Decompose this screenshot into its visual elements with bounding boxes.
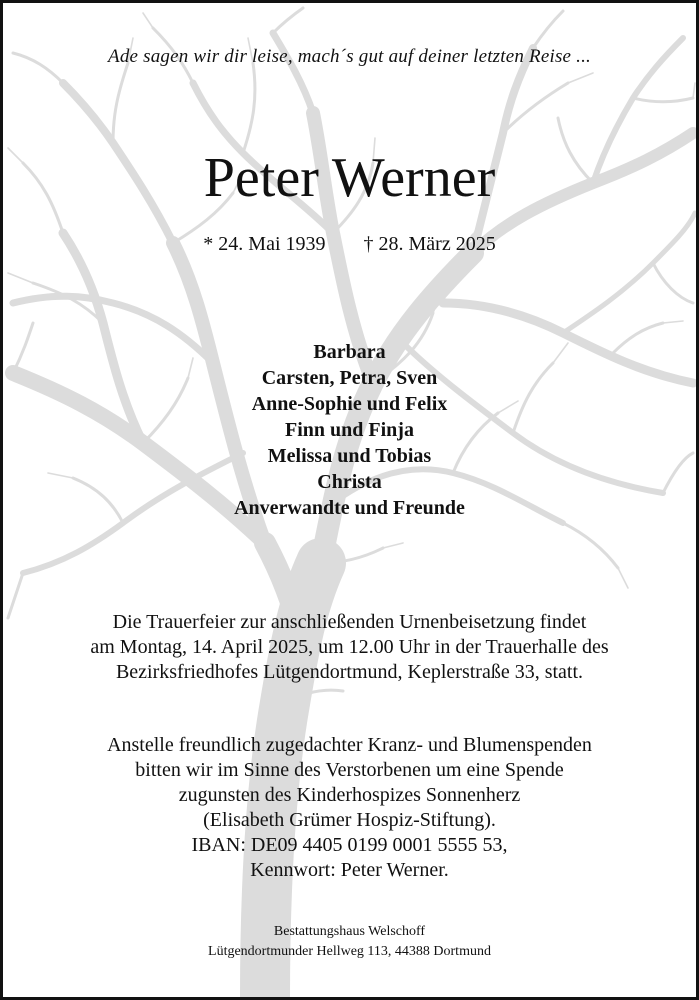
mourner-item: Carsten, Petra, Sven [261, 367, 438, 389]
donation-line: Anstelle freundlich zugedachter Kranz- und Blumenspenden [107, 734, 592, 756]
life-dates [3, 231, 696, 257]
deceased-name: Peter Werner [203, 147, 496, 209]
ceremony-line: Die Trauerfeier zur anschließenden Urnenbeisetzung findet [112, 611, 587, 633]
mourners-list [3, 339, 696, 521]
ceremony-announcement [3, 610, 696, 685]
donation-line: bitten wir im Sinne des Verstorbenen um eine Spende [135, 759, 564, 781]
mourner-item: Anverwandte und Freunde [234, 497, 465, 519]
mourner-item: Barbara [313, 341, 386, 363]
funeral-home-info [3, 922, 696, 962]
funeral-home-address: Lütgendortmunder Hellweg 113, 44388 Dortmund [208, 944, 491, 959]
donation-keyword: Kennwort: Peter Werner. [250, 859, 449, 881]
mourner-item: Melissa und Tobias [267, 445, 432, 467]
donation-line: zugunsten des Kinderhospizes Sonnenherz [178, 784, 521, 806]
mourner-item: Finn und Finja [285, 419, 414, 441]
donation-request [3, 733, 696, 883]
donation-line: (Elisabeth Grümer Hospiz-Stiftung). [203, 809, 496, 831]
death-date: † 28. März 2025 [363, 233, 496, 255]
motto-line: Ade sagen wir dir leise, mach´s gut auf deiner letzten Reise ... [108, 46, 591, 67]
donation-iban: IBAN: DE09 4405 0199 0001 5555 53, [191, 834, 508, 856]
ceremony-line: am Montag, 14. April 2025, um 12.00 Uhr in der Trauerhalle des [90, 636, 609, 658]
birth-date: * 24. Mai 1939 [203, 233, 326, 255]
ceremony-line: Bezirksfriedhofes Lütgendortmund, Keplerstraße 33, statt. [115, 661, 584, 683]
mourner-item: Anne-Sophie und Felix [251, 393, 448, 415]
mourner-item: Christa [317, 471, 382, 493]
funeral-home-name: Bestattungshaus Welschoff [273, 924, 426, 939]
